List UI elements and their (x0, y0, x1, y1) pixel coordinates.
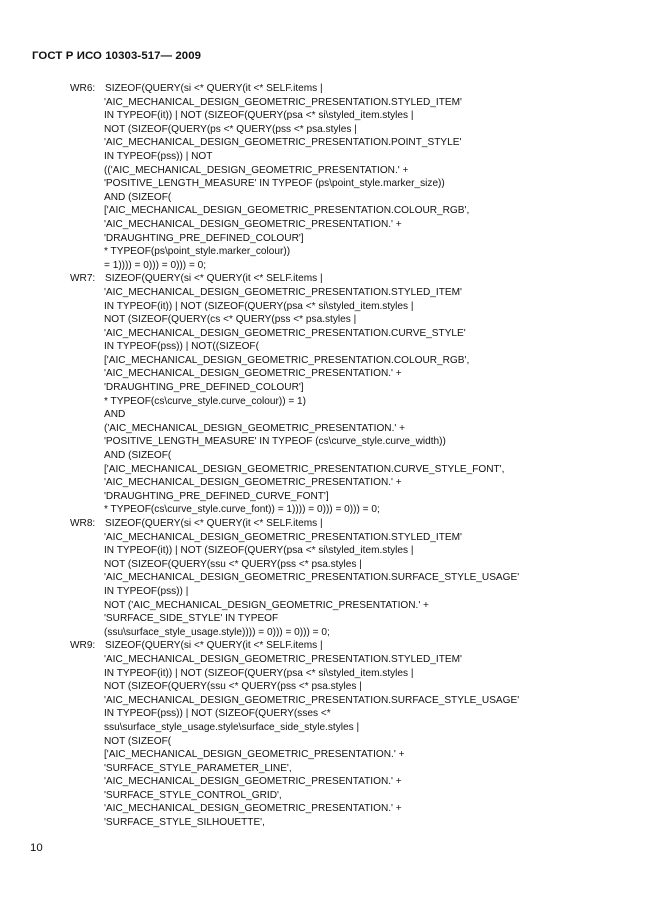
rule-code-text: ssu\surface_style_usage.style\surface_side_style.styles | (104, 721, 360, 733)
rule-continuation-line (0, 585, 646, 599)
rule-first-line (0, 272, 646, 286)
rule-continuation-line (0, 599, 646, 613)
rule-continuation-line (0, 395, 646, 409)
rule-code-text: 'AIC_MECHANICAL_DESIGN_GEOMETRIC_PRESENTATION.' + (104, 368, 402, 380)
rule-code-text: 'POSITIVE_LENGTH_MEASURE' IN TYPEOF (cs\curve_style.curve_width)) (104, 436, 446, 448)
rule-continuation-line (0, 245, 646, 259)
document-header: ГОСТ Р ИСО 10303-517— 2009 (32, 50, 202, 62)
rule-label: WR9: (70, 640, 96, 652)
rule-first-line (0, 82, 646, 96)
rule-continuation-line (0, 164, 646, 178)
rule-continuation-line (0, 354, 646, 368)
rule-continuation-line (0, 367, 646, 381)
rule-continuation-line (0, 177, 646, 191)
rule-continuation-line (0, 109, 646, 123)
rule-code-text: 'POSITIVE_LENGTH_MEASURE' IN TYPEOF (ps\point_style.marker_size)) (104, 178, 445, 190)
rule-continuation-line (0, 449, 646, 463)
rule-continuation-line (0, 571, 646, 585)
rule-continuation-line (0, 503, 646, 517)
rule-code-text: AND (SIZEOF( (104, 450, 172, 462)
rule-code-text: SIZEOF(QUERY(si <* QUERY(it <* SELF.items | (105, 640, 323, 652)
rule-continuation-line (0, 721, 646, 735)
rule-continuation-line (0, 327, 646, 341)
rule-code-text: IN TYPEOF(pss)) | NOT (SIZEOF(QUERY(sses <* (104, 708, 331, 720)
rule-code-text: IN TYPEOF(pss)) | NOT (104, 150, 213, 162)
rule-continuation-line (0, 381, 646, 395)
rule-continuation-line (0, 667, 646, 681)
rule-continuation-line (0, 340, 646, 354)
rule-code-text: 'AIC_MECHANICAL_DESIGN_GEOMETRIC_PRESENTATION.' + (104, 477, 402, 489)
rule-code-text: IN TYPEOF(it)) | NOT (SIZEOF(QUERY(psa <* si\styled_item.styles | (104, 300, 414, 312)
rule-continuation-line (0, 802, 646, 816)
rule-continuation-line (0, 816, 646, 830)
rule-code-text: 'AIC_MECHANICAL_DESIGN_GEOMETRIC_PRESENTATION.SURFACE_STYLE_USAGE' (104, 694, 520, 706)
rule-continuation-line (0, 463, 646, 477)
rule-code-text: 'AIC_MECHANICAL_DESIGN_GEOMETRIC_PRESENTATION.POINT_STYLE' (104, 137, 462, 149)
rule-code-text: 'AIC_MECHANICAL_DESIGN_GEOMETRIC_PRESENTATION.' + (104, 803, 402, 815)
rule-continuation-line (0, 204, 646, 218)
express-rules-listing (0, 82, 646, 830)
rule-code-text: 'SURFACE_SIDE_STYLE' IN TYPEOF (104, 613, 279, 625)
rule-continuation-line (0, 435, 646, 449)
rule-code-text: IN TYPEOF(it)) | NOT (SIZEOF(QUERY(psa <* si\styled_item.styles | (104, 545, 414, 557)
rule-code-text: 'SURFACE_STYLE_SILHOUETTE', (104, 817, 265, 829)
rule-code-text: = 1)))) = 0))) = 0))) = 0; (104, 259, 207, 271)
rule-code-text: 'SURFACE_STYLE_CONTROL_GRID', (104, 789, 282, 801)
rule-continuation-line (0, 422, 646, 436)
rule-continuation-line (0, 735, 646, 749)
rule-first-line (0, 639, 646, 653)
rule-code-text: NOT (SIZEOF(QUERY(ssu <* QUERY(pss <* psa.styles | (104, 681, 362, 693)
rule-code-text: 'AIC_MECHANICAL_DESIGN_GEOMETRIC_PRESENTATION.' + (104, 776, 402, 788)
rule-continuation-line (0, 775, 646, 789)
rule-code-text: NOT (SIZEOF(QUERY(ssu <* QUERY(pss <* psa.styles | (104, 558, 362, 570)
rule-continuation-line (0, 259, 646, 273)
rule-continuation-line (0, 96, 646, 110)
rule-continuation-line (0, 191, 646, 205)
rule-code-text: * TYPEOF(cs\curve_style.curve_font)) = 1)))) = 0))) = 0))) = 0; (104, 504, 380, 516)
rule-first-line (0, 517, 646, 531)
rule-continuation-line (0, 123, 646, 137)
rule-code-text: ['AIC_MECHANICAL_DESIGN_GEOMETRIC_PRESENTATION.COLOUR_RGB', (104, 354, 470, 366)
rule-code-text: (ssu\surface_style_usage.style)))) = 0))) = 0))) = 0; (104, 626, 330, 638)
rule-code-text: 'AIC_MECHANICAL_DESIGN_GEOMETRIC_PRESENTATION.' + (104, 218, 402, 230)
rule-code-text: SIZEOF(QUERY(si <* QUERY(it <* SELF.items | (105, 273, 323, 285)
rule-continuation-line (0, 313, 646, 327)
rule-continuation-line (0, 150, 646, 164)
rule-continuation-line (0, 612, 646, 626)
rule-code-text: 'AIC_MECHANICAL_DESIGN_GEOMETRIC_PRESENTATION.CURVE_STYLE' (104, 327, 466, 339)
rule-continuation-line (0, 789, 646, 803)
page-number: 10 (30, 842, 43, 854)
rule-continuation-line (0, 300, 646, 314)
rule-continuation-line (0, 680, 646, 694)
rule-continuation-line (0, 136, 646, 150)
rule-continuation-line (0, 232, 646, 246)
rule-continuation-line (0, 748, 646, 762)
rule-code-text: AND (104, 409, 126, 421)
rule-continuation-line (0, 762, 646, 776)
rule-code-text: (('AIC_MECHANICAL_DESIGN_GEOMETRIC_PRESENTATION.' + (104, 164, 409, 176)
rule-code-text: 'DRAUGHTING_PRE_DEFINED_COLOUR'] (104, 232, 304, 244)
rule-label: WR7: (70, 273, 96, 285)
rule-code-text: 'SURFACE_STYLE_PARAMETER_LINE', (104, 762, 292, 774)
rule-code-text: ['AIC_MECHANICAL_DESIGN_GEOMETRIC_PRESENTATION.COLOUR_RGB', (104, 205, 470, 217)
rule-continuation-line (0, 653, 646, 667)
rule-continuation-line (0, 286, 646, 300)
rule-continuation-line (0, 626, 646, 640)
rule-continuation-line (0, 694, 646, 708)
rule-continuation-line (0, 531, 646, 545)
rule-code-text: AND (SIZEOF( (104, 191, 172, 203)
rule-code-text: NOT (SIZEOF(QUERY(cs <* QUERY(pss <* psa.styles | (104, 314, 357, 326)
rule-code-text: ['AIC_MECHANICAL_DESIGN_GEOMETRIC_PRESENTATION.' + (104, 749, 405, 761)
rule-continuation-line (0, 558, 646, 572)
rule-code-text: NOT (SIZEOF( (104, 735, 172, 747)
rule-code-text: IN TYPEOF(it)) | NOT (SIZEOF(QUERY(psa <* si\styled_item.styles | (104, 110, 414, 122)
rule-code-text: ('AIC_MECHANICAL_DESIGN_GEOMETRIC_PRESENTATION.' + (104, 422, 406, 434)
rule-continuation-line (0, 476, 646, 490)
rule-code-text: 'AIC_MECHANICAL_DESIGN_GEOMETRIC_PRESENTATION.SURFACE_STYLE_USAGE' (104, 572, 520, 584)
rule-code-text: 'AIC_MECHANICAL_DESIGN_GEOMETRIC_PRESENTATION.STYLED_ITEM' (104, 286, 462, 298)
rule-code-text: 'AIC_MECHANICAL_DESIGN_GEOMETRIC_PRESENTATION.STYLED_ITEM' (104, 653, 462, 665)
rule-code-text: IN TYPEOF(pss)) | NOT((SIZEOF( (104, 341, 259, 353)
rule-code-text: * TYPEOF(ps\point_style.marker_colour)) (104, 246, 291, 258)
rule-code-text: SIZEOF(QUERY(si <* QUERY(it <* SELF.items | (105, 518, 323, 529)
rule-code-text: 'DRAUGHTING_PRE_DEFINED_COLOUR'] (104, 382, 304, 394)
rule-continuation-line (0, 707, 646, 721)
rule-code-text: IN TYPEOF(it)) | NOT (SIZEOF(QUERY(psa <* si\styled_item.styles | (104, 667, 414, 679)
rule-code-text: 'DRAUGHTING_PRE_DEFINED_CURVE_FONT'] (104, 490, 329, 502)
rule-code-text: SIZEOF(QUERY(si <* QUERY(it <* SELF.items | (105, 83, 323, 94)
rule-continuation-line (0, 544, 646, 558)
rule-code-text: NOT (SIZEOF(QUERY(ps <* QUERY(pss <* psa.styles | (104, 123, 357, 135)
rule-code-text: 'AIC_MECHANICAL_DESIGN_GEOMETRIC_PRESENTATION.STYLED_ITEM' (104, 531, 462, 543)
rule-continuation-line (0, 490, 646, 504)
rule-label: WR8: (70, 518, 96, 529)
rule-code-text: NOT ('AIC_MECHANICAL_DESIGN_GEOMETRIC_PRESENTATION.' + (104, 599, 429, 611)
rule-code-text: * TYPEOF(cs\curve_style.curve_colour)) = 1) (104, 395, 307, 407)
rule-continuation-line (0, 408, 646, 422)
rule-label: WR6: (70, 83, 96, 94)
rule-code-text: 'AIC_MECHANICAL_DESIGN_GEOMETRIC_PRESENTATION.STYLED_ITEM' (104, 96, 462, 108)
rule-code-text: ['AIC_MECHANICAL_DESIGN_GEOMETRIC_PRESENTATION.CURVE_STYLE_FONT', (104, 463, 505, 475)
rule-code-text: IN TYPEOF(pss)) | (104, 585, 189, 597)
rule-continuation-line (0, 218, 646, 232)
